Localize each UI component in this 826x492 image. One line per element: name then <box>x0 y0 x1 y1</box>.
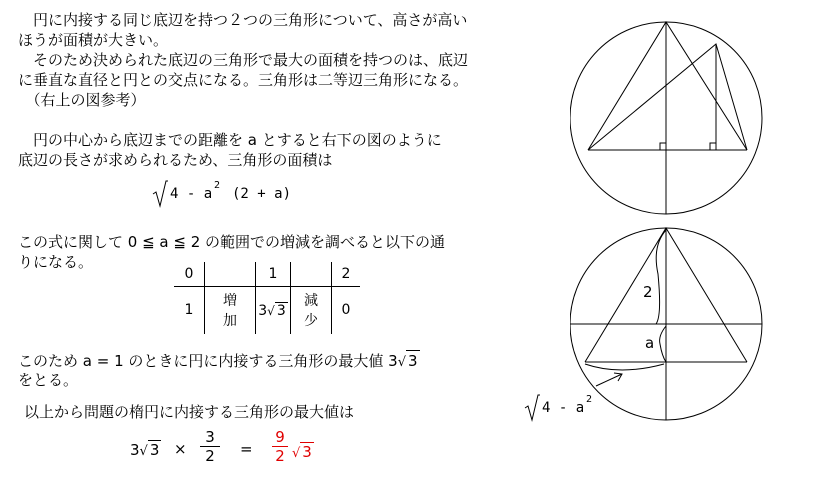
paragraph-6-line-1: 以上から問題の楕円に内接する三角形の最大値は <box>24 403 355 421</box>
paragraph-3-line-2: 底辺の長さが求められるため、三角形の面積は <box>18 151 333 169</box>
radical-sign-icon <box>524 394 540 422</box>
table-cell-x2: 2 <box>332 262 361 286</box>
table-cell-blank-1 <box>205 262 256 286</box>
radical-sign-icon <box>152 180 168 208</box>
fraction-denominator: 2 <box>200 446 220 465</box>
final-radicand: 3 <box>149 441 160 459</box>
paragraph-4-line-1: この式に関して 0 ≦ a ≦ 2 の範囲での増減を調べると以下の通 <box>18 233 446 251</box>
paragraph-4-line-2: りになる。 <box>18 253 94 271</box>
area-exponent: 2 <box>214 180 221 191</box>
times-sign: × <box>174 440 187 458</box>
decrease-char-1: 減 <box>304 293 318 310</box>
brace-half-chord <box>585 364 664 370</box>
paragraph-5-radicand: 3 <box>408 352 418 370</box>
table-cell-increase <box>205 286 256 334</box>
right-angle-mark-1 <box>660 143 666 150</box>
paragraph-5-text: このため a = 1 のときに円に内接する三角形の最大値 3 <box>18 352 398 370</box>
figure-upper-circle <box>570 0 826 240</box>
label-two: 2 <box>643 283 653 301</box>
table-cell-x0: 0 <box>174 262 205 286</box>
area-radicand: 4 - a <box>170 186 213 202</box>
paragraph-2-line-1: そのため決められた底辺の三角形で最大の面積を持つのは、底辺 <box>18 51 469 69</box>
increase-char-2: 加 <box>223 313 237 330</box>
final-lhs: 3√ 3 <box>130 441 160 459</box>
paragraph-1-line-1: 円に内接する同じ底辺を持つ２つの三角形について、高さが高い <box>18 11 468 29</box>
result-fraction <box>272 428 288 465</box>
fmax-coefficient: 3 <box>258 302 268 319</box>
final-coefficient: 3 <box>130 441 140 459</box>
result-radicand: 3 <box>302 443 312 461</box>
result-sqrt: √ 3 <box>292 443 312 461</box>
table-cell-f0: 1 <box>174 286 205 334</box>
table-cell-fmax: 3√ 3 <box>256 286 291 334</box>
half-chord-radicand: 4 - a <box>542 400 585 416</box>
right-angle-mark-2 <box>710 143 716 150</box>
paragraph-3-line-1: 円の中心から底辺までの距離を a とすると右下の図のように <box>18 131 442 149</box>
table-cell-x1: 1 <box>256 262 291 286</box>
paragraph-1-line-2: ほうが面積が大きい。 <box>18 31 169 49</box>
fraction-numerator: 3 <box>205 428 215 446</box>
upper-other-triangle <box>588 44 747 150</box>
brace-two <box>656 230 666 324</box>
paragraph-5-line-2: をとる。 <box>18 371 79 389</box>
paragraph-5-line-1: このため a = 1 のときに円に内接する三角形の最大値 3√ 3 <box>18 352 418 370</box>
paragraph-2-line-3: （右上の図参考） <box>18 91 146 109</box>
result-numerator: 9 <box>275 428 285 446</box>
paragraph-2-line-2: に垂直な直径と円との交点になる。三角形は二等辺三角形になる。 <box>18 71 469 89</box>
figure-lower-circle <box>570 226 826 426</box>
increase-decrease-table <box>174 262 360 334</box>
label-a: a <box>645 334 655 352</box>
table-cell-decrease <box>291 286 332 334</box>
table-cell-f2: 0 <box>332 286 361 334</box>
table-cell-blank-2 <box>291 262 332 286</box>
fraction-three-halves <box>200 428 220 465</box>
increase-char-1: 増 <box>223 293 237 310</box>
decrease-char-2: 少 <box>304 313 318 330</box>
fmax-radicand: 3 <box>276 302 286 319</box>
brace-a <box>660 326 666 362</box>
result-denominator: 2 <box>272 446 288 465</box>
area-factor: (2 + a) <box>232 186 292 202</box>
equals-sign: = <box>240 440 253 458</box>
half-chord-exponent: 2 <box>586 394 593 405</box>
